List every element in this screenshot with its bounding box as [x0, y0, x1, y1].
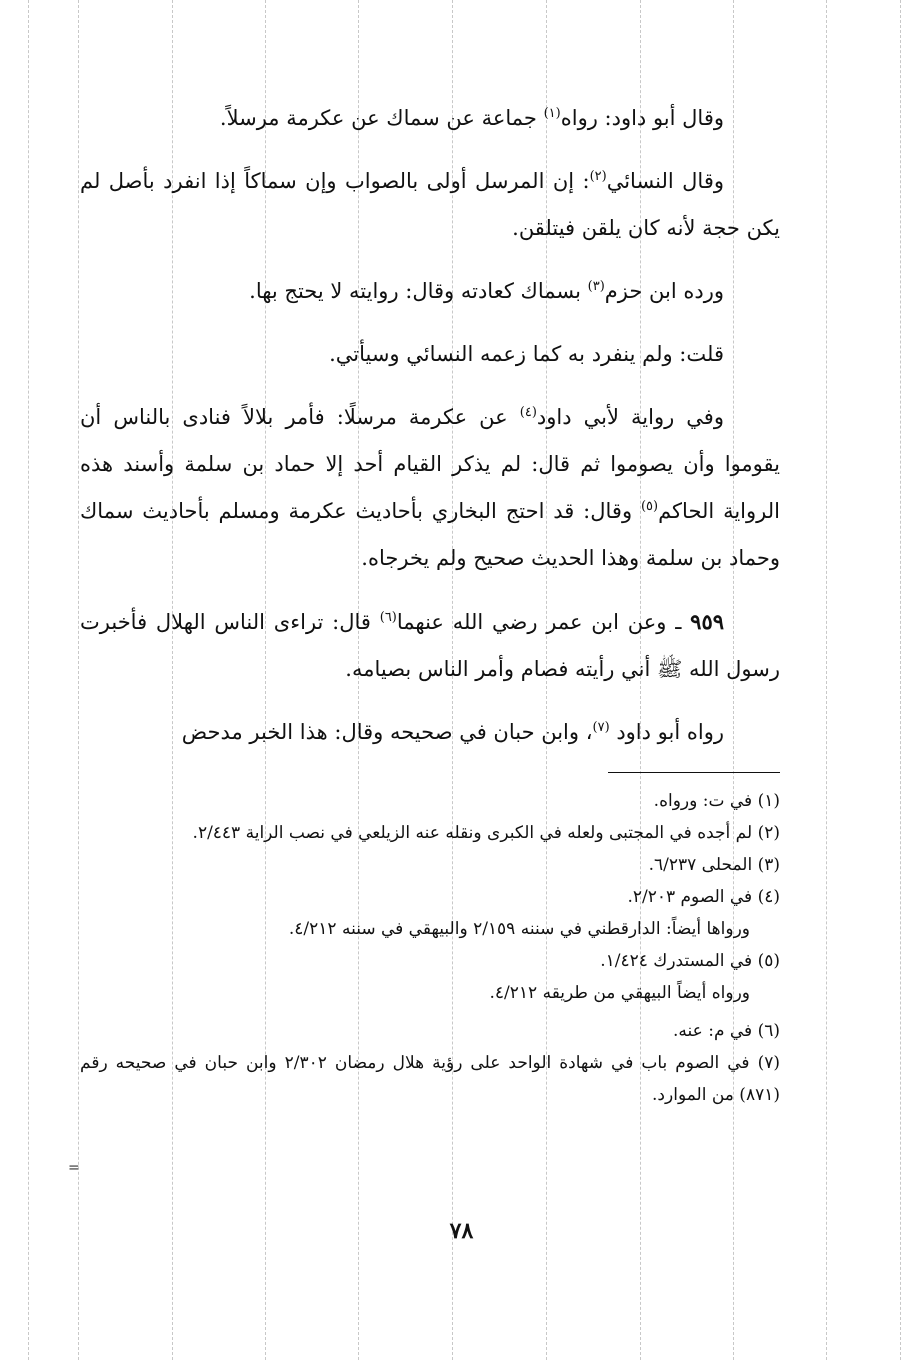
text-run: وقال أبو داود: رواه	[560, 106, 724, 130]
footnote: (٥) في المستدرك ١/٤٢٤.	[600, 951, 780, 971]
footnote-ref: (٧)	[592, 720, 610, 735]
paragraph	[80, 95, 780, 142]
paragraph	[80, 598, 780, 693]
footnote: (١) في ت: ورواه.	[653, 791, 780, 811]
guide-line	[28, 0, 29, 1360]
footnote-continuation: ورواه أيضاً البيهقي من طريقه ٤/٢١٢.	[489, 983, 750, 1003]
footnotes	[80, 785, 780, 1111]
text-run: بسماك كعادته وقال: روايته لا يحتج بها.	[249, 279, 588, 303]
text-run: ورده ابن حزم	[604, 279, 724, 303]
hadith-number: ٩٥٩	[690, 609, 725, 634]
footnote-ref: (٦)	[379, 610, 397, 625]
text-run: وفي رواية لأبي داود	[536, 405, 724, 429]
text-run: عن عكرمة مرسلًا: فأمر بلالاً فنادى بالناس أن يقوموا وأن يصوموا ثم قال: لم يذكر القيام أحد إلا حماد بن سلمة وأسند هذه الرواية الحاكم	[80, 405, 780, 523]
margin-mark: =	[68, 1160, 80, 1176]
paragraph	[80, 331, 780, 378]
footnote-ref: (٥)	[640, 499, 659, 514]
text-run: وقال: قد احتج البخاري بأحاديث عكرمة ومسلم بأحاديث سماك وحماد بن سلمة وهذا الحديث صحيح ولم يخرجاه.	[80, 499, 780, 570]
text-run: رواه أبو داود	[609, 720, 724, 744]
footnote: (٦) في م: عنه.	[673, 1021, 780, 1041]
footnote-ref: (٣)	[587, 279, 605, 294]
paragraph	[80, 158, 780, 252]
footnote: (٣) المحلى ٦/٢٣٧.	[648, 855, 780, 875]
guide-line	[78, 0, 79, 1360]
text-run: وقال النسائي	[606, 169, 724, 193]
text-run: : إن المرسل أولى بالصواب وإن سماكاً إذا انفرد بأصل لم يكن حجة لأنه كان يلقن فيتلقن.	[80, 169, 780, 240]
footnote: (٤) في الصوم ٢/٢٠٣.	[627, 887, 780, 907]
paragraph	[80, 394, 780, 582]
main-text	[80, 95, 780, 756]
footnote: (٢) لم أجده في المجتبى ولعله في الكبرى ونقله عنه الزيلعي في نصب الراية ٢/٤٤٣.	[192, 823, 780, 843]
footnote: (٧) في الصوم باب في شهادة الواحد على رؤية هلال رمضان ٢/٣٠٢ وابن حبان في صحيحه رقم (٨٧١) من الموارد.	[80, 1053, 780, 1105]
paragraph	[80, 268, 780, 315]
guide-line	[900, 0, 901, 1360]
guide-line	[826, 0, 827, 1360]
text-run: جماعة عن سماك عن عكرمة مرسلاً.	[219, 106, 544, 130]
paragraph	[80, 709, 780, 756]
footnote-ref: (٤)	[519, 405, 537, 420]
page-body	[80, 95, 780, 1111]
footnote-ref: (٢)	[589, 169, 607, 184]
text-run: قلت: ولم ينفرد به كما زعمه النسائي وسيأتي.	[329, 342, 724, 366]
text-run: ، وابن حبان في صحيحه وقال: هذا الخبر مدحض	[181, 720, 593, 744]
page-number: ٧٨	[449, 1218, 474, 1244]
footnote-ref: (١)	[543, 106, 561, 121]
footnote-continuation: ورواها أيضاً: الدارقطني في سننه ٢/١٥٩ والبيهقي في سننه ٤/٢١٢.	[288, 919, 750, 939]
footnote-separator	[608, 772, 780, 773]
text-run: ـ وعن ابن عمر رضي الله عنهما	[396, 610, 691, 634]
text-run: قال: تراءى الناس الهلال فأخبرت رسول الله ﷺ أني رأيته فصام وأمر الناس بصيامه.	[80, 610, 780, 681]
